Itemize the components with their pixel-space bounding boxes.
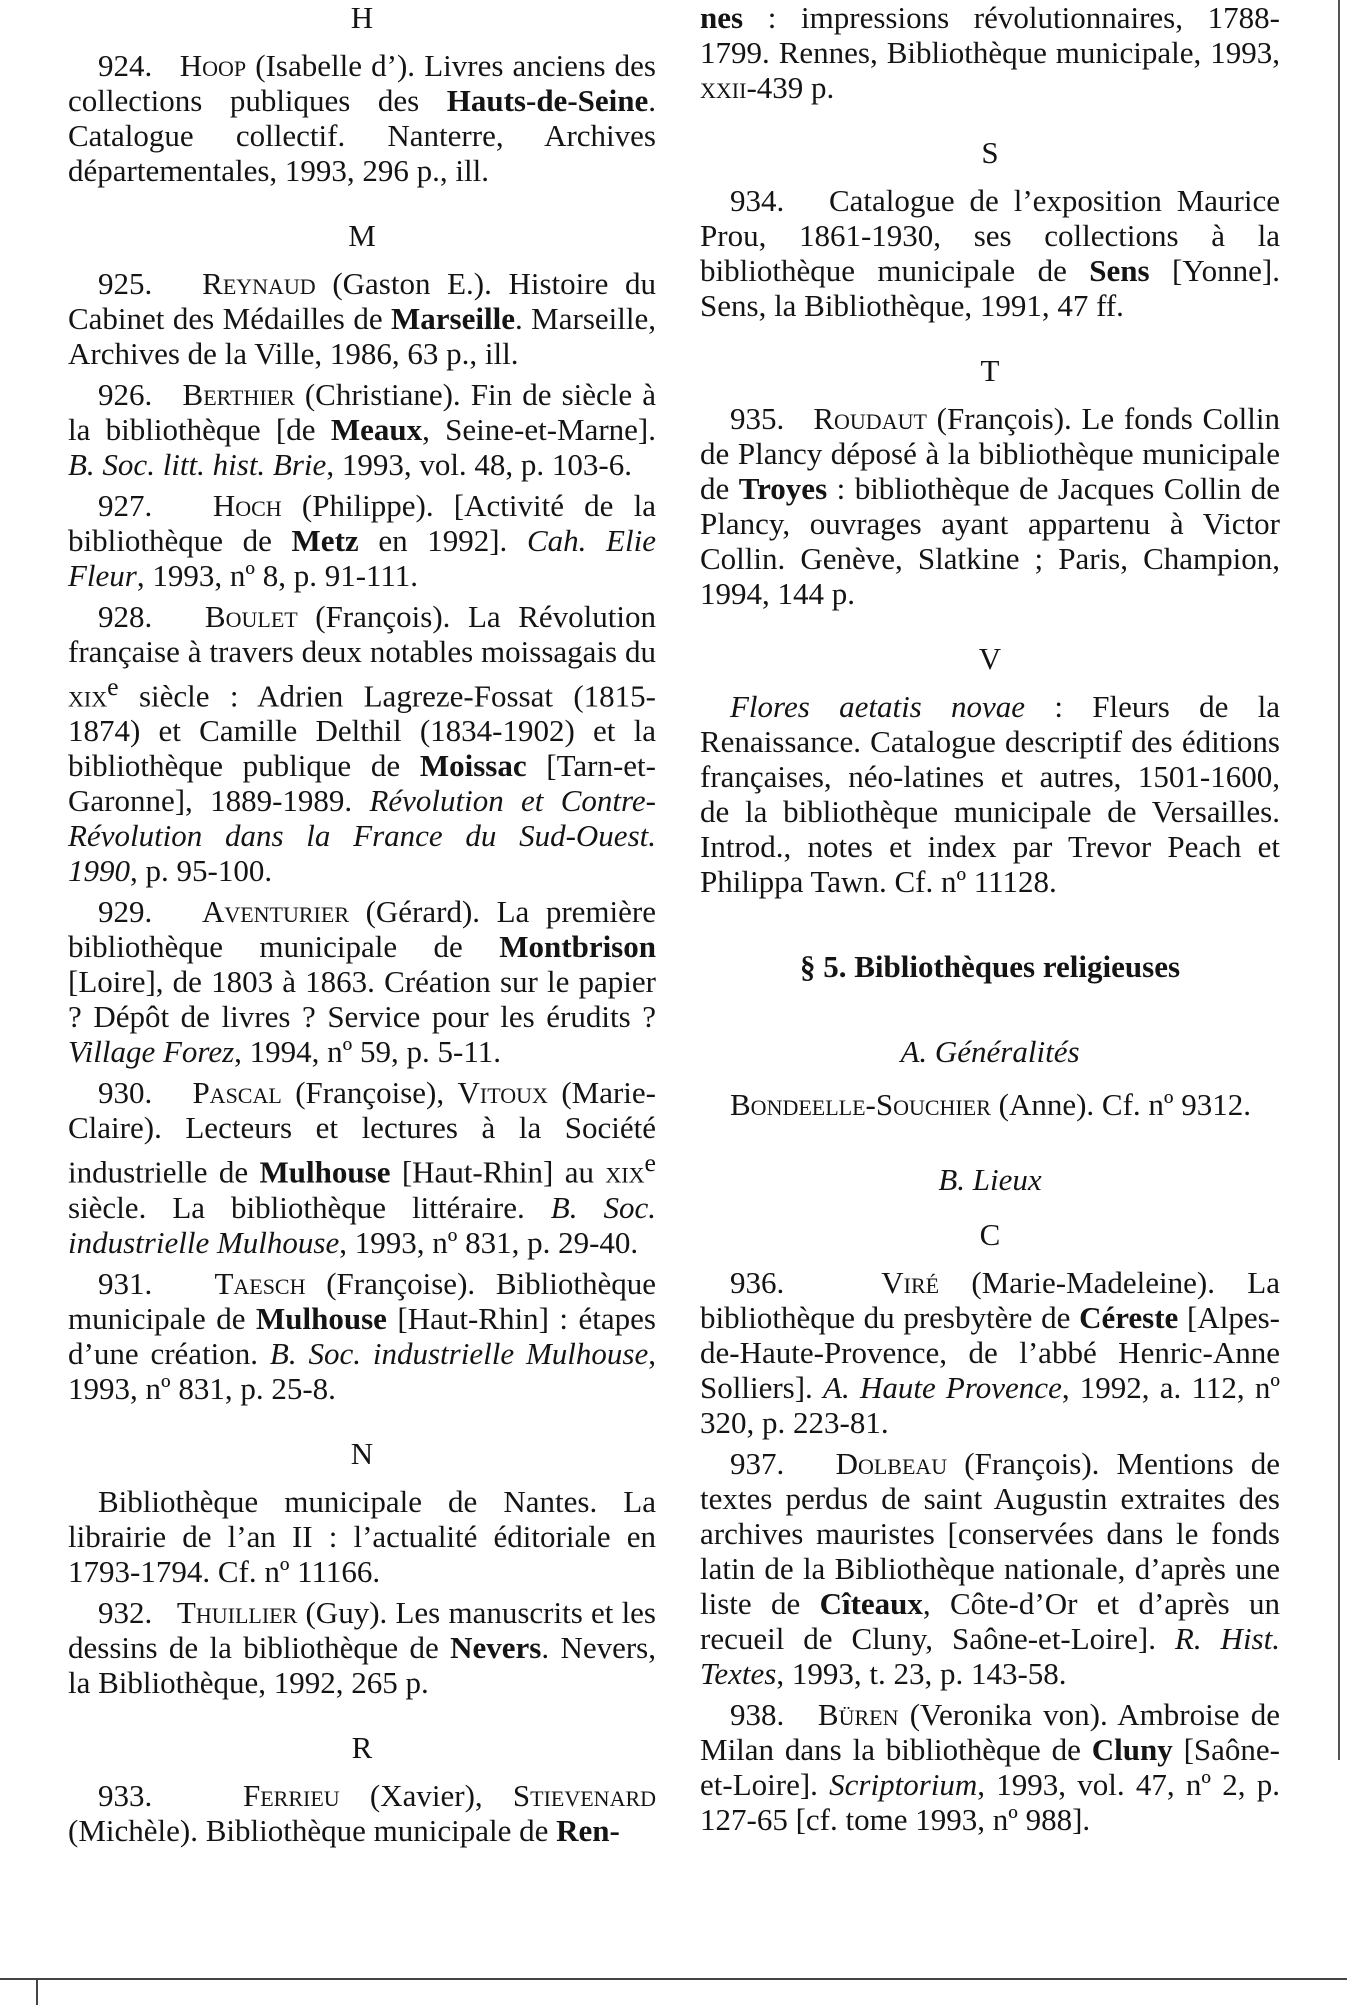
book-title: Flores aetatis novae <box>730 689 1026 724</box>
entry-text: (Veronika von). Ambroise de Milan dans la bibliothèque de <box>700 1697 1280 1767</box>
entry-text: (Marie-Madeleine). La bibliothèque du presbytère de <box>700 1265 1281 1335</box>
place-name: Montbrison <box>499 929 656 965</box>
entry-text: (François). Le fonds Collin de Plancy déposé à la bibliothèque municipale de <box>700 401 1280 506</box>
place-name: Mulhouse <box>255 1300 387 1336</box>
place-name: Troyes <box>738 471 828 506</box>
entry-text: (Philippe). [Activité de la bibliothèque de <box>68 488 657 558</box>
place-name: Metz <box>291 523 359 558</box>
author-name: Viré <box>881 1265 940 1300</box>
journal-title: A. Haute Provence <box>823 1370 1062 1405</box>
entry-924 <box>68 48 656 188</box>
entry-text: (François). Mentions de textes perdus de saint Augustin extraites des archives mauristes [conservées dans le fonds latin de la Bibliothèque nationale, d’après une liste de <box>700 1446 1281 1621</box>
place-name: Sens <box>1089 253 1150 288</box>
entry-text: [Saône-et-Loire]. <box>700 1732 1280 1802</box>
letter-heading-r: R <box>351 1729 373 1765</box>
entry-933-continued <box>700 0 1280 105</box>
letter-heading-v: V <box>978 641 1002 676</box>
author-name: Reynaud <box>202 266 316 301</box>
section-heading: § 5. Bibliothèques religieuses <box>799 949 1181 984</box>
place-name: Cluny <box>1091 1732 1173 1767</box>
author-name: Hoop <box>179 48 247 83</box>
author-name: Taesch <box>214 1265 306 1301</box>
entry-930 <box>68 1075 656 1259</box>
author-name: Pascal <box>192 1075 282 1111</box>
author-name: Aventurier <box>201 894 349 930</box>
entry-925 <box>68 266 656 371</box>
entry-number: 928. <box>98 599 153 634</box>
place-name: Hauts-de-Seine <box>446 83 649 118</box>
entry-text: (Françoise), <box>281 1075 458 1111</box>
superscript: e <box>107 672 119 701</box>
entry-number: 925. <box>98 266 153 301</box>
author-name: Thuillier <box>176 1594 298 1630</box>
entry-text: [Haut-Rhin] au <box>390 1154 606 1190</box>
journal-title: Village Forez <box>68 1034 235 1070</box>
entry-text: (Marie-Claire). Lecteurs et lectures à la Société industrielle de <box>68 1075 656 1190</box>
entry-932 <box>68 1595 656 1700</box>
entry-text: (Guy). Les manuscrits et les dessins de la bibliothèque de <box>68 1594 656 1665</box>
author-name: Bondeelle-Souchier <box>730 1087 991 1122</box>
page-bottom-rule <box>0 1978 1347 1980</box>
place-name: Nevers <box>450 1629 542 1665</box>
entry-number: 936. <box>730 1265 785 1300</box>
century-numeral: xix <box>68 678 108 714</box>
entry-text: . Catalogue collectif. Nanterre, Archives départementales, 1993, 296 p., ill. <box>68 83 656 188</box>
cross-reference-nantes: Bibliothèque municipale de Nantes. La librairie de l’an II : l’actualité éditoriale en 1793-1794. Cf. nº 11166. <box>68 1483 656 1589</box>
entry-text: -439 p. <box>746 70 835 105</box>
entry-text: [Loire], de 1803 à 1863. Création sur le papier ? Dépôt de livres ? Service pour les érudits ? <box>68 964 656 1035</box>
author-name: Ferrieu <box>242 1777 340 1813</box>
entry-text: , Côte-d’Or et d’après un recueil de Cluny, Saône-et-Loire]. <box>700 1586 1281 1656</box>
place-name: Cîteaux <box>819 1586 923 1621</box>
entry-text: [Tarn-et-Garonne], 1889-1989. <box>68 748 656 819</box>
entry-text: [Alpes-de-Haute-Provence, de l’abbé Henric-Anne Solliers]. <box>700 1300 1280 1405</box>
entry-number: 934. <box>730 183 785 218</box>
place-name: Marseille <box>391 301 515 336</box>
entry-927 <box>68 488 656 593</box>
entry-number: 935. <box>730 401 785 436</box>
letter-heading-c: C <box>979 1217 1001 1252</box>
entry-text: : impressions révolutionnaires, 1788-1799. Rennes, Bibliothèque municipale, 1993, <box>700 0 1280 70</box>
entry-text: Catalogue de l’exposition Maurice Prou, 1861-1930, ses collections à la bibliothèque municipale de <box>700 183 1280 288</box>
entry-text: (Anne). Cf. nº 9312. <box>990 1087 1252 1122</box>
entry-flores-aetatis <box>700 689 1280 899</box>
journal-title: Révolution et Contre-Révolution dans la France du Sud-Ouest. 1990 <box>68 783 656 889</box>
left-column <box>68 0 656 1854</box>
entry-text: (Christiane). Fin de siècle à la bibliothèque [de <box>68 377 656 447</box>
entry-text: (Michèle). Bibliothèque municipale de <box>68 1812 557 1848</box>
entry-934 <box>700 183 1280 323</box>
entry-text: , 1993, nº 831, p. 29-40. <box>339 1224 639 1260</box>
entry-number: 930. <box>98 1075 153 1111</box>
entry-931 <box>68 1266 656 1406</box>
author-name: Roudaut <box>813 401 927 436</box>
entry-text: (Gérard). La première bibliothèque municipale de <box>68 894 656 965</box>
page-bottom-tick <box>36 1978 38 2005</box>
entry-number: 929. <box>98 894 153 930</box>
entry-text: siècle : Adrien Lagreze-Fossat (1815-1874) et Camille Delthil (1834-1902) et la bibliothèque publique de <box>68 678 656 784</box>
entry-number: 926. <box>98 377 153 412</box>
entry-text: : Fleurs de la Renaissance. Catalogue descriptif des éditions françaises, néo-latines et autres, 1501-1600, de la bibliothèque municipale de Versailles. Introd., notes et index par Trevor Peach et Philippa Tawn. Cf. nº 11128. <box>700 689 1280 899</box>
journal-title: Cah. Elie Fleur <box>68 523 656 593</box>
entry-926 <box>68 377 656 482</box>
letter-heading-m: M <box>348 218 376 253</box>
entry-number: 931. <box>98 1265 153 1301</box>
entry-text: , 1992, a. 112, nº 320, p. 223-81. <box>700 1370 1280 1440</box>
subheading-generalites: A. Généralités <box>900 1034 1080 1069</box>
journal-title: B. Soc. litt. hist. Brie <box>68 447 327 482</box>
entry-text: . Nevers, la Bibliothèque, 1992, 265 p. <box>68 1629 656 1700</box>
entry-text: [Yonne]. Sens, la Bibliothèque, 1991, 47 ff. <box>700 253 1280 323</box>
place-name: Céreste <box>1079 1300 1179 1335</box>
entry-number: 927. <box>98 488 153 523</box>
entry-text: (François). La Révolution française à travers deux notables moissagais du <box>68 599 656 669</box>
entry-928 <box>68 599 656 888</box>
entry-text: siècle. La bibliothèque littéraire. <box>68 1189 551 1225</box>
letter-heading-h: H <box>350 0 374 35</box>
entry-text: , 1994, nº 59, p. 5-11. <box>234 1034 501 1070</box>
place-name: Mulhouse <box>259 1154 391 1190</box>
author-name: Berthier <box>182 377 295 412</box>
letter-heading-n: N <box>350 1435 374 1471</box>
journal-title: R. Hist. Textes <box>700 1621 1280 1691</box>
author-name: Stievenard <box>512 1777 657 1813</box>
right-column <box>700 0 1280 1843</box>
journal-title: B. Soc. industrielle Mulhouse <box>68 1189 656 1260</box>
entry-text: : bibliothèque de Jacques Collin de Plancy, ouvrages ayant appartenu à Victor Collin. Genève, Slatkine ; Paris, Champion, 1994, 144 p. <box>700 471 1280 611</box>
entry-number: 933. <box>98 1777 153 1813</box>
entry-933 <box>68 1778 656 1848</box>
entry-text: , 1993, nº 831, p. 25-8. <box>68 1335 656 1406</box>
entry-text: , Seine-et-Marne]. <box>422 412 656 447</box>
author-name: Boulet <box>204 599 298 634</box>
place-name: Meaux <box>330 412 423 447</box>
journal-title: Scriptorium <box>829 1767 978 1802</box>
author-name: Vitoux <box>457 1075 548 1111</box>
place-name: Ren- <box>556 1812 620 1848</box>
entry-text: (Gaston E.). Histoire du Cabinet des Médailles de <box>68 266 656 336</box>
entry-text: , p. 95-100. <box>130 853 273 889</box>
entry-number: 938. <box>730 1697 785 1732</box>
entry-text: (Xavier), <box>339 1777 513 1813</box>
entry-text: en 1992]. <box>358 523 527 558</box>
entry-937 <box>700 1446 1280 1691</box>
journal-title: B. Soc. industrielle Mulhouse <box>269 1335 649 1371</box>
entry-text: , 1993, vol. 48, p. 103-6. <box>326 447 632 482</box>
entry-text: , 1993, vol. 47, nº 2, p. 127-65 [cf. tome 1993, nº 988]. <box>700 1767 1280 1837</box>
letter-heading-t: T <box>980 353 1000 388</box>
author-name: Dolbeau <box>835 1446 948 1481</box>
place-name: Moissac <box>419 748 527 784</box>
cross-reference-bondeelle <box>700 1087 1280 1122</box>
entry-935 <box>700 401 1280 611</box>
entry-text: . Marseille, Archives de la Ville, 1986, 63 p., ill. <box>68 301 656 371</box>
entry-936 <box>700 1265 1280 1440</box>
entry-929 <box>68 894 656 1069</box>
subheading-lieux: B. Lieux <box>938 1162 1042 1197</box>
entry-text: [Haut-Rhin] : étapes d’une création. <box>68 1300 656 1371</box>
page-edge-rule <box>1338 0 1340 1760</box>
place-name: nes <box>700 0 744 35</box>
century-numeral: xix <box>605 1154 645 1190</box>
author-name: Büren <box>817 1697 899 1732</box>
superscript: e <box>644 1148 656 1178</box>
entry-number: 937. <box>730 1446 785 1481</box>
entry-text: (Isabelle d’). Livres anciens des collections publiques des <box>68 48 656 118</box>
roman-numeral: xxii <box>700 70 747 105</box>
entry-text: , 1993, t. 23, p. 143-58. <box>776 1656 1067 1691</box>
entry-number: 932. <box>98 1594 153 1630</box>
letter-heading-s: S <box>981 135 999 170</box>
entry-number: 924. <box>98 48 153 83</box>
entry-938 <box>700 1697 1280 1837</box>
entry-text: , 1993, nº 8, p. 91-111. <box>136 558 419 593</box>
entry-text: (Françoise). Bibliothèque municipale de <box>68 1265 657 1336</box>
author-name: Hoch <box>212 488 282 523</box>
